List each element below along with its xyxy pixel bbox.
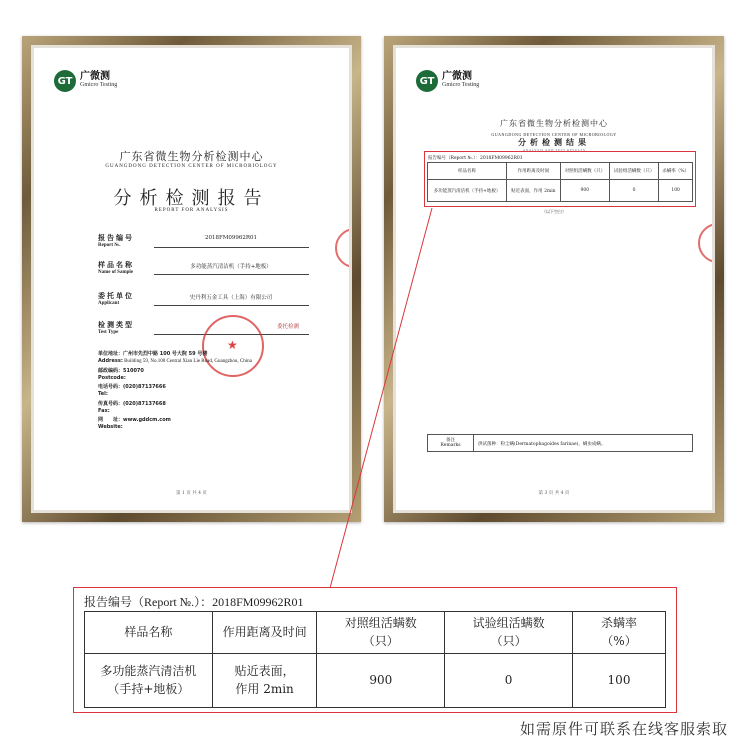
small-report-number: 报告编号（Report №.）：2018FM09962R01 bbox=[428, 156, 523, 161]
cell-line: （手持+地板） bbox=[107, 681, 190, 696]
org-name-en: GUANGDONG DETECTION CENTER OF MICROBIOLOGY bbox=[491, 132, 617, 137]
field-label-en: Applicant bbox=[98, 301, 120, 306]
logo-name-cn: 广微测 bbox=[80, 71, 110, 83]
field-label-en: Name of Sample bbox=[98, 270, 133, 275]
address-cn: 广州市先烈中路 100 号大院 59 号楼 bbox=[123, 351, 208, 357]
fax-value: (020)87137668 bbox=[123, 400, 166, 407]
remarks-label-cn: 备注 bbox=[446, 438, 455, 443]
table-cell: 100 bbox=[659, 180, 693, 202]
footer-contact-note: 如需原件可联系在线客服索取 bbox=[519, 720, 728, 738]
org-name-cn: 广东省微生物分析检测中心 bbox=[500, 119, 608, 128]
table-cell bbox=[85, 654, 213, 708]
cell-line: 100 bbox=[607, 672, 631, 687]
field-label: 报告编号 bbox=[98, 234, 134, 242]
logo-name-en: Gmicro Testing bbox=[442, 82, 480, 89]
table-cell: 多功能蒸汽清洁机（手持+地板） bbox=[428, 180, 507, 202]
header-line: 试验组活螨数 bbox=[472, 616, 545, 631]
table-header-cell bbox=[85, 612, 213, 654]
tel-en-label: Tel: bbox=[98, 391, 108, 398]
report-title-en: REPORT FOR ANALYSIS bbox=[154, 208, 229, 213]
table-row bbox=[85, 654, 666, 708]
postcode-en-label: Postcode: bbox=[98, 374, 126, 381]
logo-icon: GT bbox=[54, 70, 76, 92]
tel-value: (020)87137666 bbox=[123, 384, 166, 390]
header-line: （只） bbox=[490, 633, 527, 648]
web-value: www.gddcm.com bbox=[123, 417, 171, 423]
field-label: 样品名称 bbox=[98, 261, 134, 269]
address-en: Building 59, No.100 Central Xian Lie Road, Guangzhou, China bbox=[124, 359, 252, 365]
table-cell: 900 bbox=[560, 180, 609, 202]
field-label: 委托单位 bbox=[98, 292, 134, 300]
header-line: （只） bbox=[362, 633, 399, 648]
blank-below-note: （以下空白） bbox=[542, 209, 566, 214]
table-header-cell bbox=[212, 612, 317, 654]
cell-line: 多功能蒸汽清洁机 bbox=[100, 664, 197, 679]
table-cell bbox=[445, 654, 573, 708]
table-header-cell: 作用距离及时间 bbox=[507, 163, 561, 180]
table-header-cell: 样品名称 bbox=[428, 163, 507, 180]
logo-name-cn: 广微测 bbox=[442, 71, 472, 83]
table-header-cell bbox=[445, 612, 573, 654]
web-label: 网 址： bbox=[98, 417, 124, 423]
field-label-en: Test Type bbox=[98, 330, 119, 335]
cell-line: 作用 2min bbox=[235, 681, 294, 696]
table-cell bbox=[573, 654, 666, 708]
field-value: 2018FM09962R01 bbox=[204, 235, 258, 241]
field-label: 检测类型 bbox=[98, 321, 134, 329]
web-en-label: Website: bbox=[98, 424, 123, 431]
header-line: 作用距离及时间 bbox=[222, 624, 307, 639]
cell-line: 0 bbox=[504, 672, 513, 687]
logo-icon: GT bbox=[416, 70, 438, 92]
zoom-detail-panel bbox=[73, 587, 677, 713]
postcode-value: 510070 bbox=[123, 367, 144, 374]
seal-star-icon: ★ bbox=[227, 338, 238, 352]
address-en-label: Address: bbox=[98, 358, 123, 365]
table-cell bbox=[212, 654, 317, 708]
table-header-cell: 对照组活螨数（只） bbox=[560, 163, 609, 180]
table-header-cell: 试验组活螨数（只） bbox=[609, 163, 658, 180]
zoom-results-table bbox=[84, 611, 666, 708]
table-header-cell bbox=[573, 612, 666, 654]
field-value: 委托检测 bbox=[276, 324, 299, 330]
table-cell bbox=[317, 654, 445, 708]
remarks-text: 供试菌种：粉尘螨(Dermatophagoides farinae)，螨虫成螨。 bbox=[478, 442, 606, 447]
cell-line: 贴近表面， bbox=[234, 664, 295, 679]
table-cell: 0 bbox=[609, 180, 658, 202]
postcode-label: 邮政编码： bbox=[98, 367, 124, 374]
header-line: 杀螨率 bbox=[601, 616, 638, 631]
header-line: （%） bbox=[601, 633, 637, 648]
table-cell: 贴近表面，作用 2min bbox=[507, 180, 561, 202]
tel-label: 电话号码： bbox=[98, 384, 124, 390]
table-header-row bbox=[85, 612, 666, 654]
field-value: 多功能蒸汽清洁机（手持+地板） bbox=[190, 264, 272, 270]
org-name-cn: 广东省微生物分析检测中心 bbox=[119, 150, 264, 163]
address-label: 单位地址： bbox=[98, 351, 124, 357]
fax-en-label: Fax: bbox=[98, 407, 110, 414]
table-header-cell: 杀螨率（%） bbox=[659, 163, 693, 180]
header-line: 样品名称 bbox=[124, 624, 173, 639]
results-title-en: ANALYSIS AND TEST RESULTS bbox=[522, 148, 586, 152]
table-header-cell bbox=[317, 612, 445, 654]
field-value: 史丹利五金工具（上海）有限公司 bbox=[189, 295, 273, 301]
report-title-cn: 分析检测报告 bbox=[113, 188, 270, 209]
page-number: 第 3 页 共 4 页 bbox=[538, 491, 570, 496]
zoom-report-number: 报告编号（Report №.）：2018FM09962R01 bbox=[84, 595, 304, 609]
org-name-en: GUANGDONG DETECTION CENTER OF MICROBIOLOGY bbox=[105, 164, 278, 169]
remarks-label-en: Remarks bbox=[440, 443, 461, 449]
cell-line: 900 bbox=[369, 672, 393, 687]
logo-name-en: Gmicro Testing bbox=[80, 82, 118, 89]
fax-label: 传真号码： bbox=[98, 400, 124, 407]
page-number: 第 1 页 共 4 页 bbox=[176, 491, 207, 496]
header-line: 对照组活螨数 bbox=[344, 616, 417, 631]
field-label-en: Report №. bbox=[98, 243, 121, 248]
results-title-cn: 分析检测结果 bbox=[518, 138, 590, 147]
